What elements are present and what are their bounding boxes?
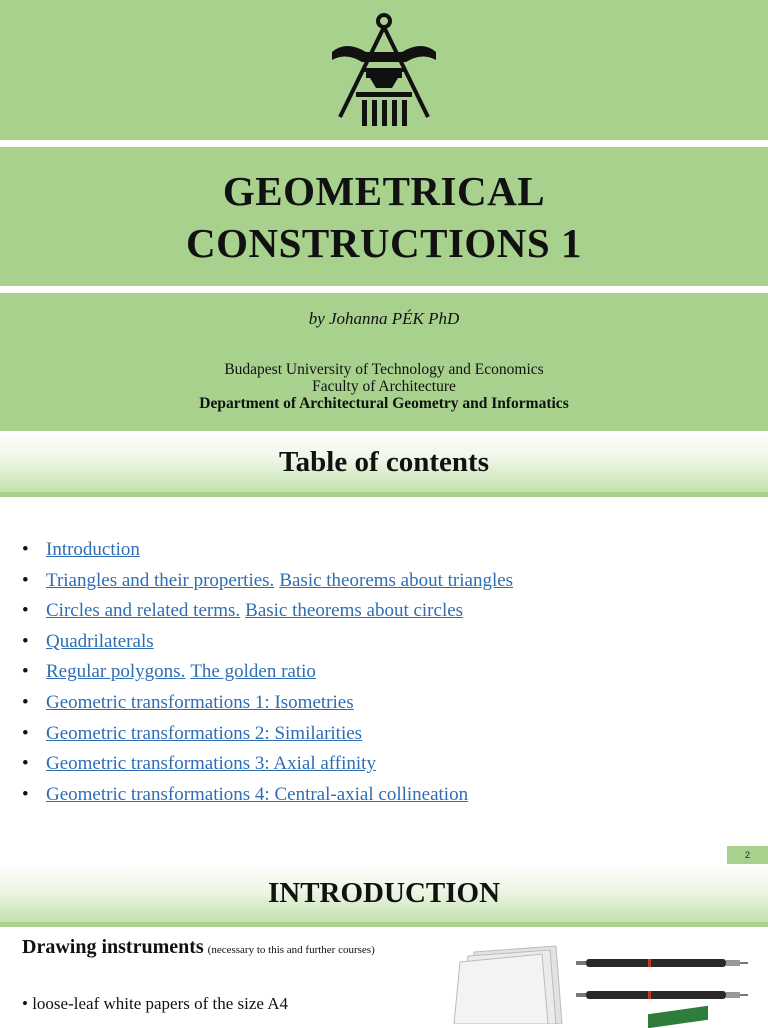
bullet-icon: •	[22, 539, 29, 560]
bullet-icon: •	[22, 630, 29, 652]
toc-link[interactable]: Circles and related terms.	[46, 600, 241, 622]
toc-item	[22, 657, 513, 688]
toc-link[interactable]: Triangles and their properties.	[46, 569, 275, 591]
faculty-name: Faculty of Architecture	[312, 378, 456, 395]
university-name: Budapest University of Technology and Economics	[224, 361, 544, 378]
instruments-note: (necessary to this and further courses)	[207, 944, 375, 956]
toc-link[interactable]: Geometric transformations 4: Central-axial collineation	[46, 783, 469, 805]
toc-heading: Table of contents	[279, 445, 489, 478]
bullet-icon: •	[22, 661, 29, 683]
instruments-heading	[22, 936, 375, 959]
bullet-text: loose-leaf white papers of the size A4	[32, 994, 289, 1013]
toc-item	[22, 566, 513, 597]
toc-link[interactable]: Geometric transformations 3: Axial affinity	[46, 753, 376, 775]
paper-stack-image	[452, 944, 564, 1024]
toc-link[interactable]: Quadrilaterals	[46, 630, 154, 652]
bullet-icon: •	[22, 722, 29, 744]
toc-link[interactable]: The golden ratio	[190, 661, 316, 683]
compass-logo-icon	[326, 12, 442, 130]
toc-item	[22, 535, 513, 566]
toc-link[interactable]: Basic theorems about circles	[245, 600, 464, 622]
page-number: 2	[727, 846, 768, 864]
toc-item	[22, 719, 513, 750]
bullet-icon: •	[22, 600, 29, 622]
bullet-icon: •	[22, 569, 29, 591]
toc-link[interactable]: Geometric transformations 1: Isometries	[46, 691, 354, 713]
title-band	[0, 147, 768, 286]
document-title	[186, 165, 582, 269]
toc-heading-bar	[0, 432, 768, 497]
toc-item	[22, 749, 513, 780]
toc-item	[22, 596, 513, 627]
green-box-image	[648, 1006, 708, 1028]
bullet-icon: •	[22, 753, 29, 775]
department-name: Department of Architectural Geometry and Informatics	[199, 395, 569, 412]
author-line: by Johanna PÉK PhD	[308, 309, 460, 328]
intro-heading: INTRODUCTION	[267, 876, 501, 909]
intro-heading-bar	[0, 864, 768, 927]
affiliation	[0, 361, 768, 412]
bullet-icon: •	[22, 691, 29, 713]
toc-list	[22, 535, 513, 810]
title-line-2: CONSTRUCTIONS 1	[186, 219, 582, 266]
author-band	[0, 293, 768, 431]
list-item: • loose-leaf white papers of the size A4	[22, 994, 289, 1013]
toc-link[interactable]: Geometric transformations 2: Similarities	[46, 722, 363, 744]
logo-band	[0, 0, 768, 140]
toc-link[interactable]: Introduction	[46, 539, 140, 560]
toc-link[interactable]: Basic theorems about triangles	[279, 569, 514, 591]
title-line-1: GEOMETRICAL	[222, 167, 546, 214]
mechanical-pencils-image	[576, 950, 748, 1006]
bullet-icon: •	[22, 783, 29, 805]
toc-link[interactable]: Regular polygons.	[46, 661, 186, 683]
toc-item	[22, 688, 513, 719]
toc-item	[22, 627, 513, 658]
instruments-title: Drawing instruments	[22, 936, 204, 958]
toc-item	[22, 780, 513, 811]
